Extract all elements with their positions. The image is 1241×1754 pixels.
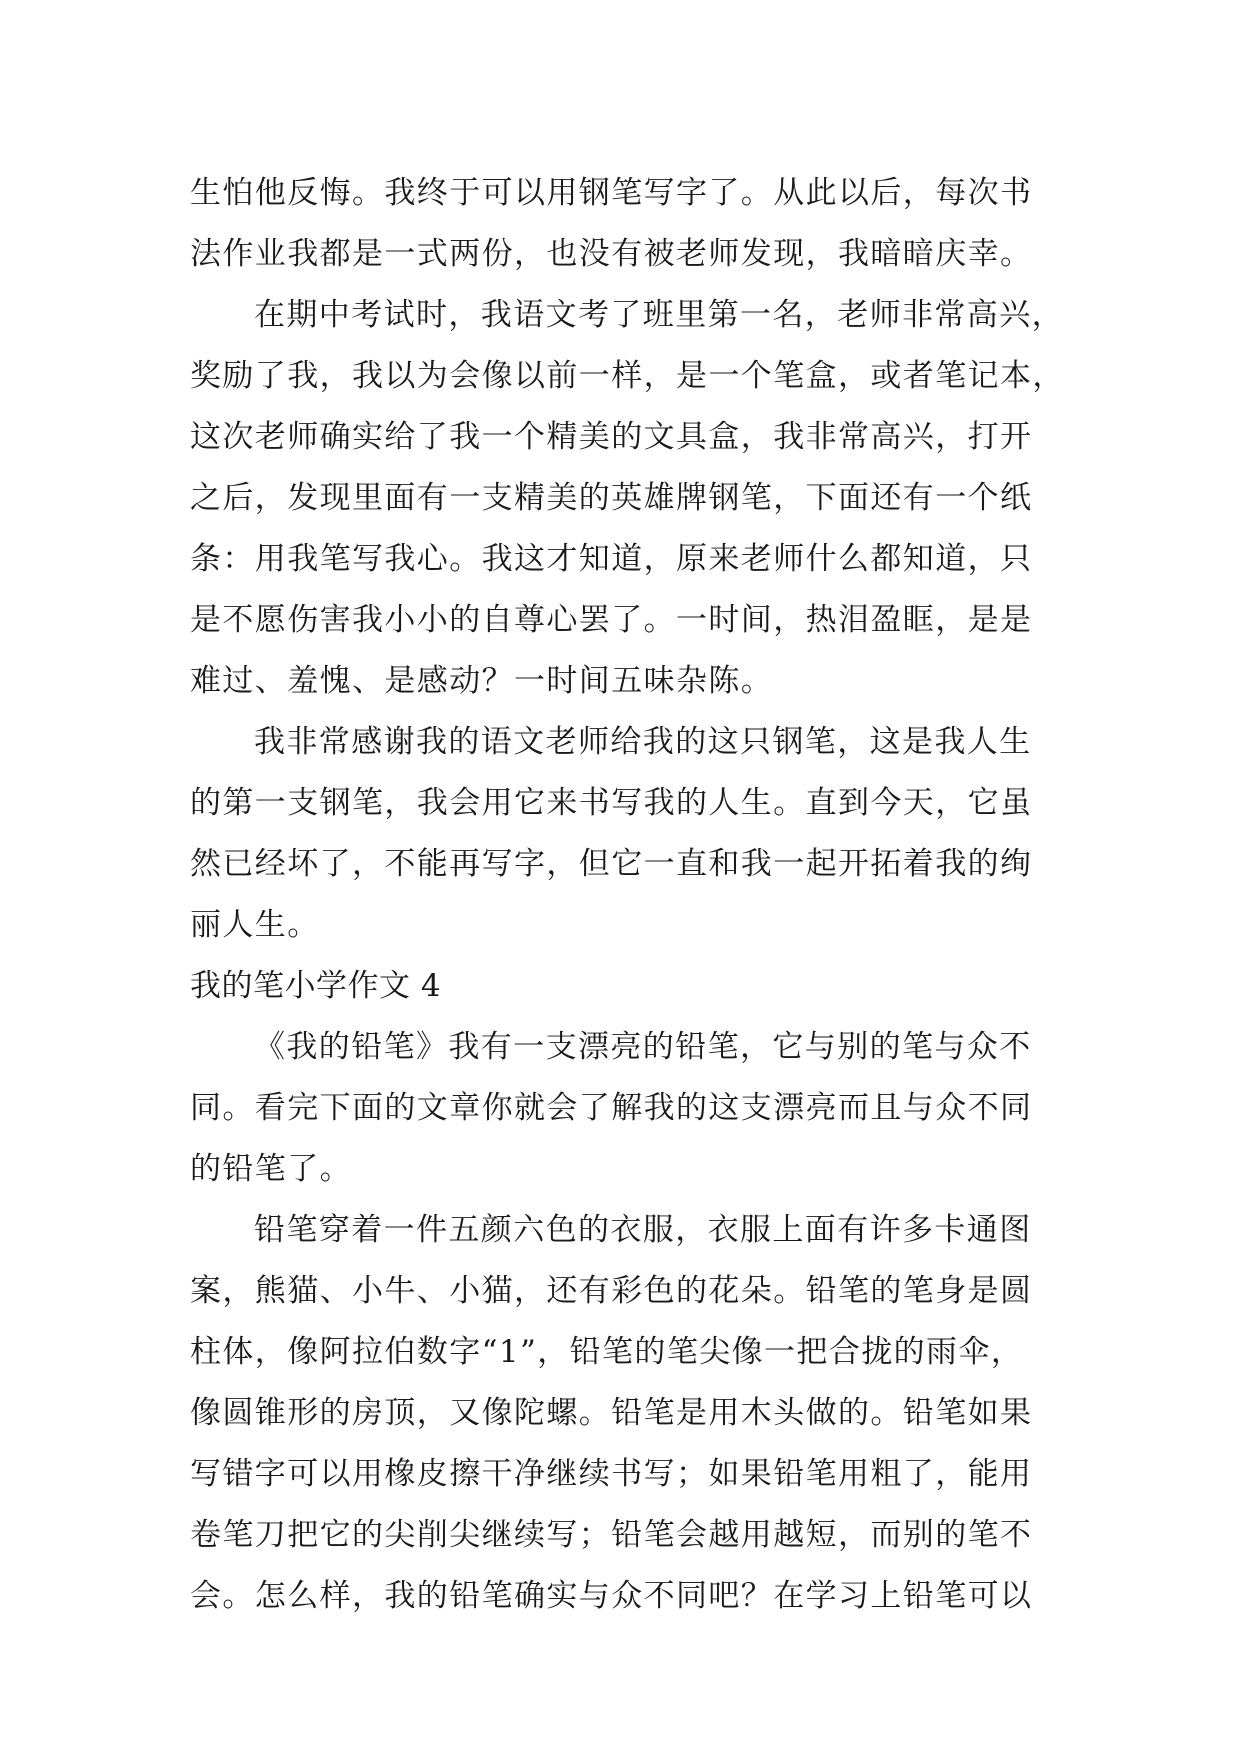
text-line: 是不愿伤害我小小的自尊心罢了。一时间，热泪盈眶，是是 <box>190 602 1033 638</box>
text-line: 难过、羞愧、是感动？一时间五味杂陈。 <box>190 663 774 699</box>
text-line: 条：用我笔写我心。我这才知道，原来老师什么都知道，只 <box>190 541 1033 577</box>
text-line: 这次老师确实给了我一个精美的文具盒，我非常高兴，打开 <box>190 419 1033 455</box>
text-line: 法作业我都是一式两份，也没有被老师发现，我暗暗庆幸。 <box>190 236 1033 272</box>
text-line: 奖励了我，我以为会像以前一样，是一个笔盒，或者笔记本， <box>190 358 1065 394</box>
text-line: 案，熊猫、小牛、小猫，还有彩色的花朵。铅笔的笔身是圆 <box>190 1273 1033 1309</box>
text-line: 同。看完下面的文章你就会了解我的这支漂亮而且与众不同 <box>190 1090 1033 1126</box>
text-line: 的铅笔了。 <box>190 1151 352 1187</box>
text-line: 丽人生。 <box>190 907 320 943</box>
text-line: 然已经坏了，不能再写字，但它一直和我一起开拓着我的绚 <box>190 846 1033 882</box>
section-heading: 我的笔小学作文 4 <box>190 968 442 1004</box>
text-line: 卷笔刀把它的尖削尖继续写；铅笔会越用越短，而别的笔不 <box>190 1517 1033 1553</box>
paragraph-start: 《我的铅笔》我有一支漂亮的铅笔，它与别的笔与众不 <box>254 1029 1032 1065</box>
text-line: 之后，发现里面有一支精美的英雄牌钢笔，下面还有一个纸 <box>190 480 1033 516</box>
text-line: 像圆锥形的房顶，又像陀螺。铅笔是用木头做的。铅笔如果 <box>190 1395 1033 1431</box>
document-body <box>190 163 1065 1627</box>
text-line: 生怕他反悔。我终于可以用钢笔写字了。从此以后，每次书 <box>190 175 1033 211</box>
paragraph-start: 我非常感谢我的语文老师给我的这只钢笔，这是我人生 <box>254 724 1032 760</box>
text-line: 的第一支钢笔，我会用它来书写我的人生。直到今天，它虽 <box>190 785 1033 821</box>
text-line: 写错字可以用橡皮擦干净继续书写；如果铅笔用粗了，能用 <box>190 1456 1033 1492</box>
text-line: 会。怎么样，我的铅笔确实与众不同吧？在学习上铅笔可以 <box>190 1578 1033 1614</box>
text-line: 柱体，像阿拉伯数字“1”，铅笔的笔尖像一把合拢的雨伞， <box>190 1334 1024 1370</box>
paragraph-start: 铅笔穿着一件五颜六色的衣服，衣服上面有许多卡通图 <box>254 1212 1032 1248</box>
paragraph-start: 在期中考试时，我语文考了班里第一名，老师非常高兴， <box>254 297 1064 333</box>
